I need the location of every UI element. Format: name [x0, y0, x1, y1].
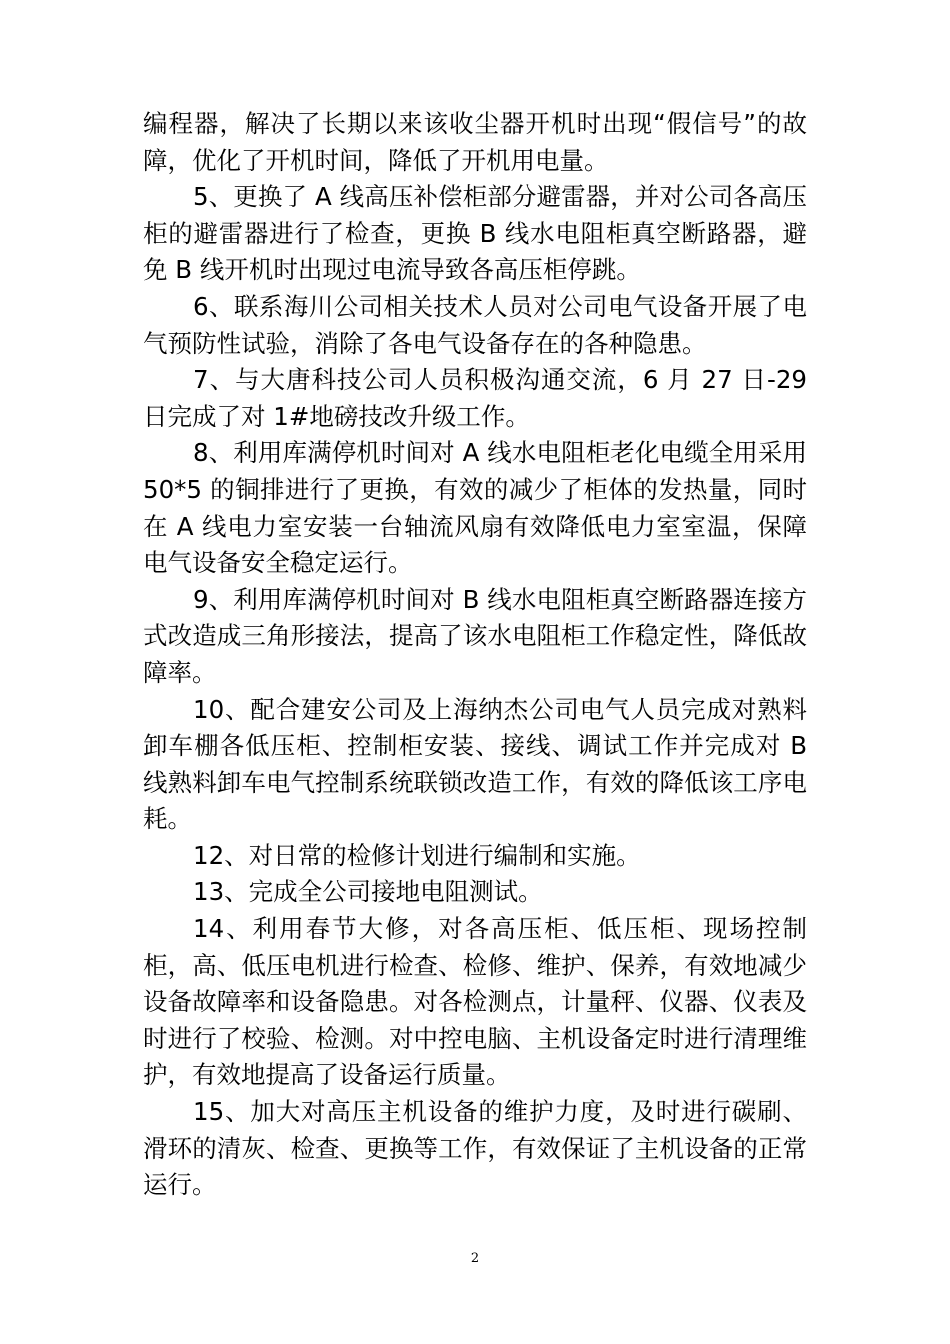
paragraph-item-7: 7、与大唐科技公司人员积极沟通交流，6 月 27 日-29 日完成了对 1#地磅技改升级工作。: [143, 365, 807, 431]
paragraph-item-5: 5、更换了 A 线高压补偿柜部分避雷器，并对公司各高压柜的避雷器进行了检查，更换 B 线水电阻柜真空断路器，避免 B 线开机时出现过电流导致各高压柜停跳。: [143, 182, 807, 285]
paragraph-item-10: 10、配合建安公司及上海纳杰公司电气人员完成对熟料卸车棚各低压柜、控制柜安装、接线、调试工作并完成对 B 线熟料卸车电气控制系统联锁改造工作，有效的降低该工序电耗。: [143, 694, 807, 834]
document-body: [143, 106, 807, 1204]
paragraph-item-14: 14、利用春节大修，对各高压柜、低压柜、现场控制柜，高、低压电机进行检查、检修、维护、保养，有效地减少设备故障率和设备隐患。对各检测点，计量秤、仪器、仪表及时进行了校验、检测。对中控电脑、主机设备定时进行清理维护，有效地提高了设备运行质量。: [143, 914, 807, 1090]
page-number: 2: [470, 1251, 480, 1266]
paragraph-item-6: 6、联系海川公司相关技术人员对公司电气设备开展了电气预防性试验，消除了各电气设备存在的各种隐患。: [143, 291, 807, 358]
paragraph-item-8: 8、利用库满停机时间对 A 线水电阻柜老化电缆全用采用 50*5 的铜排进行了更换，有效的减少了柜体的发热量，同时在 A 线电力室安装一台轴流风扇有效降低电力室室温，保障电气设备安全稳定运行。: [143, 438, 807, 578]
paragraph-item-9: 9、利用库满停机时间对 B 线水电阻柜真空断路器连接方式改造成三角形接法，提高了该水电阻柜工作稳定性，降低故障率。: [143, 584, 807, 687]
paragraph-continuation: 编程器，解决了长期以来该收尘器开机时出现“假信号”的故障，优化了开机时间，降低了开机用电量。: [143, 109, 807, 175]
paragraph-item-13: 13、完成全公司接地电阻测试。: [193, 877, 543, 907]
paragraph-item-15: 15、加大对高压主机设备的维护力度，及时进行碳刷、滑环的清灰、检查、更换等工作，有效保证了主机设备的正常运行。: [143, 1097, 807, 1200]
paragraph-item-12: 12、对日常的检修计划进行编制和实施。: [193, 840, 641, 870]
